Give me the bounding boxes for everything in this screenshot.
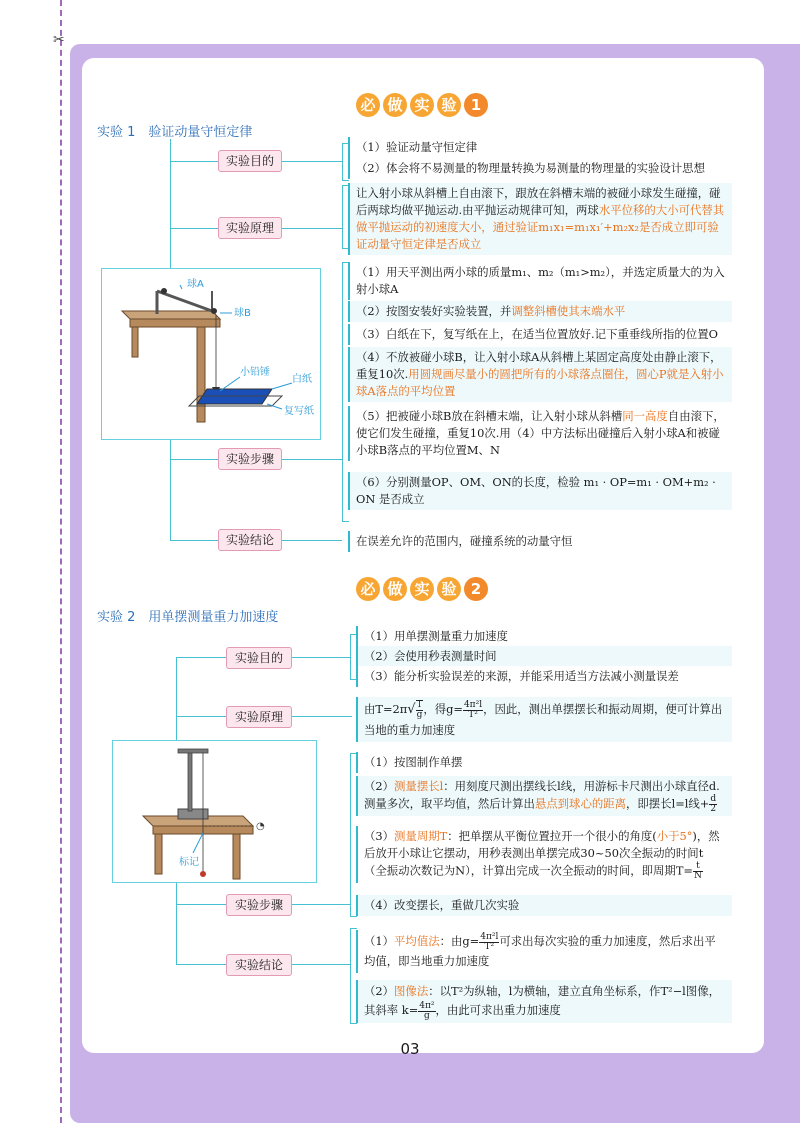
section2-banner (356, 577, 488, 601)
label-principle: 实验原理 (218, 217, 282, 239)
step-part: 自由滚下，使它们发生碰撞，重复10次.用（4）中方法标出碰撞后入射小球A和被碰小球B落点的平均位置M、N (356, 409, 725, 457)
banner-char: 实 (410, 577, 434, 601)
step-item: （2）测量摆长l：用刻度尺测出摆线长l线，用游标卡尺测出小球直径d.测量多次，取平均值，然后计算出悬点到球心的距离，即摆长l=l线+ $\frac{d}{2}$ (356, 776, 732, 816)
tree-branch (170, 228, 218, 229)
purpose-item: （2）会使用秒表测量时间 (356, 646, 732, 667)
banner-char: 必 (356, 93, 380, 117)
principle-part: 由T=2π (364, 702, 408, 716)
section1-banner (356, 93, 488, 117)
purpose-item: （2）体会将不易测量的物理量转换为易测量的物理量的实验设计思想 (348, 158, 732, 179)
banner-char: 验 (437, 577, 461, 601)
page-number: 03 (400, 1040, 420, 1058)
label-purpose: 实验目的 (226, 647, 292, 669)
tree-branch (290, 657, 350, 658)
fig-label-white-paper: 白纸 (292, 374, 312, 385)
sqrt-fraction: $\frac{l}{g}$ (416, 700, 423, 720)
tree-branch (280, 540, 342, 541)
purpose-item: （3）能分析实验误差的来源，并能采用适当方法减小测量误差 (356, 666, 732, 687)
fig-label-mark: 标记 (179, 857, 199, 868)
step-item (348, 406, 732, 461)
label-conclusion: 实验结论 (218, 529, 282, 551)
eye-icon: ◔ (256, 821, 265, 832)
tree-branch (170, 459, 218, 460)
tree-branch (280, 228, 342, 229)
banner-number: 2 (464, 577, 488, 601)
tree-branch (280, 161, 342, 162)
conclusion-item: （2）图像法：以T²为纵轴，l为横轴，建立直角坐标系，作T²−l图像，其斜率 k= $\frac{\text{4π²}}{g}$ ，由此可求出重力加速度 (356, 980, 732, 1023)
step-item (348, 301, 732, 322)
figure-pendulum (112, 740, 317, 883)
banner-char: 验 (437, 93, 461, 117)
banner-char: 做 (383, 577, 407, 601)
step-item: （1）用天平测出两小球的质量m₁、m₂（m₁>m₂），并选定质量大的为入射小球A (348, 262, 732, 300)
label-steps: 实验步骤 (218, 448, 282, 470)
step-part: （2）按图安装好实验装置，并 (356, 304, 512, 318)
principle-text (348, 183, 732, 255)
conclusion-item: （1）平均值法：由g= $\frac{\text{4π²l}}{\text{T²}}$ 可求出每次实验的重力加速度，然后求出平均值，即当地重力加速度 (356, 930, 732, 973)
tree-branch (176, 716, 226, 717)
step-highlight: 调整斜槽使其末端水平 (511, 304, 626, 318)
step-part: （5）把被碰小球B放在斜槽末端，让入射小球从斜槽 (356, 409, 623, 423)
fraction: $\frac{\text{4π²l}}{\text{T²}}$ (463, 699, 483, 720)
step-item: （3）白纸在下，复写纸在上，在适当位置放好.记下重垂线所指的位置O (348, 324, 732, 345)
step-item (348, 347, 732, 402)
label-principle: 实验原理 (226, 706, 292, 728)
tree-branch (290, 964, 350, 965)
tree-branch (290, 904, 350, 905)
label-steps: 实验步骤 (226, 894, 292, 916)
banner-char: 做 (383, 93, 407, 117)
banner-char: 必 (356, 577, 380, 601)
fig-label-plumb: 小铅锤 (240, 367, 270, 378)
step-highlight: 用圆规画尽量小的圆把所有的小球落点圈住，圆心P就是入射小球A落点的平均位置 (356, 367, 724, 398)
banner-char: 实 (410, 93, 434, 117)
principle-part: 让入射小球从斜槽上自由滚下，跟放在斜槽末端的被碰小球发生碰撞，碰后两球均做平抛运动.由平抛运动规律可知，两球 (356, 186, 721, 217)
scissors-icon: ✂ (53, 32, 65, 48)
principle-text: 由T=2π√ $\frac{l}{g}$ ，得g= $\frac{\text{4π²l}}{\text{T²}}$ ，因此，测出单摆摆长和振动周期，便可计算出当地的重力加速度 (356, 697, 732, 742)
principle-highlight: 水平位移的大小可代替其做平抛运动的初速度大小，通过验证m₁x₁=m₁x₁′+m₂x₂是否成立即可验证动量守恒定律是否成立 (356, 203, 725, 251)
label-purpose: 实验目的 (218, 150, 282, 172)
tree-branch (176, 964, 226, 965)
tree-branch (176, 657, 226, 658)
tree-branch (176, 904, 226, 905)
purpose-item: （1）验证动量守恒定律 (348, 137, 732, 158)
step-item: （3）测量周期T：把单摆从平衡位置拉开一个很小的角度(小于5°)，然后放开小球让它摆动，用秒表测出单摆完成30~50次全振动的时间t（全振动次数记为N），计算出完成一次全振动的时间，即周期T= $\frac{t}{N}$ (356, 826, 732, 883)
tree-branch (170, 540, 218, 541)
fig-label-ball-a: 球A (187, 279, 204, 290)
step-item: （4）改变摆长，重做几次实验 (356, 895, 732, 916)
tree-branch (170, 161, 218, 162)
cut-line (60, 0, 62, 1123)
banner-number: 1 (464, 93, 488, 117)
step-item: （6）分别测量OP、OM、ON的长度，检验 m₁ · OP=m₁ · OM+m₂ · ON 是否成立 (348, 472, 732, 510)
label-conclusion: 实验结论 (226, 954, 292, 976)
section1-title: 实验 1 验证动量守恒定律 (97, 125, 253, 140)
step-item: （1）按图制作单摆 (356, 752, 732, 773)
conclusion-text: 在误差允许的范围内，碰撞系统的动量守恒 (348, 531, 732, 552)
principle-part: ，因此，测出单摆摆长和振动周期，便可计算出当地的重力加速度 (364, 702, 723, 737)
fig-label-carbon-paper: 复写纸 (284, 406, 314, 417)
section2-title: 实验 2 用单摆测量重力加速度 (97, 610, 279, 625)
figure-collision-apparatus (101, 268, 321, 440)
purpose-item: （1）用单摆测量重力加速度 (356, 626, 732, 647)
fig-label-ball-b: 球B (234, 308, 251, 319)
tree-branch (280, 459, 342, 460)
principle-part: ，得g= (423, 702, 463, 716)
tree-branch (290, 716, 352, 717)
step-highlight: 同一高度 (622, 409, 668, 423)
step-part: （4）不放被碰小球B，让入射小球A从斜槽上某固定高度处由静止滚下，重复10次. (356, 350, 722, 381)
